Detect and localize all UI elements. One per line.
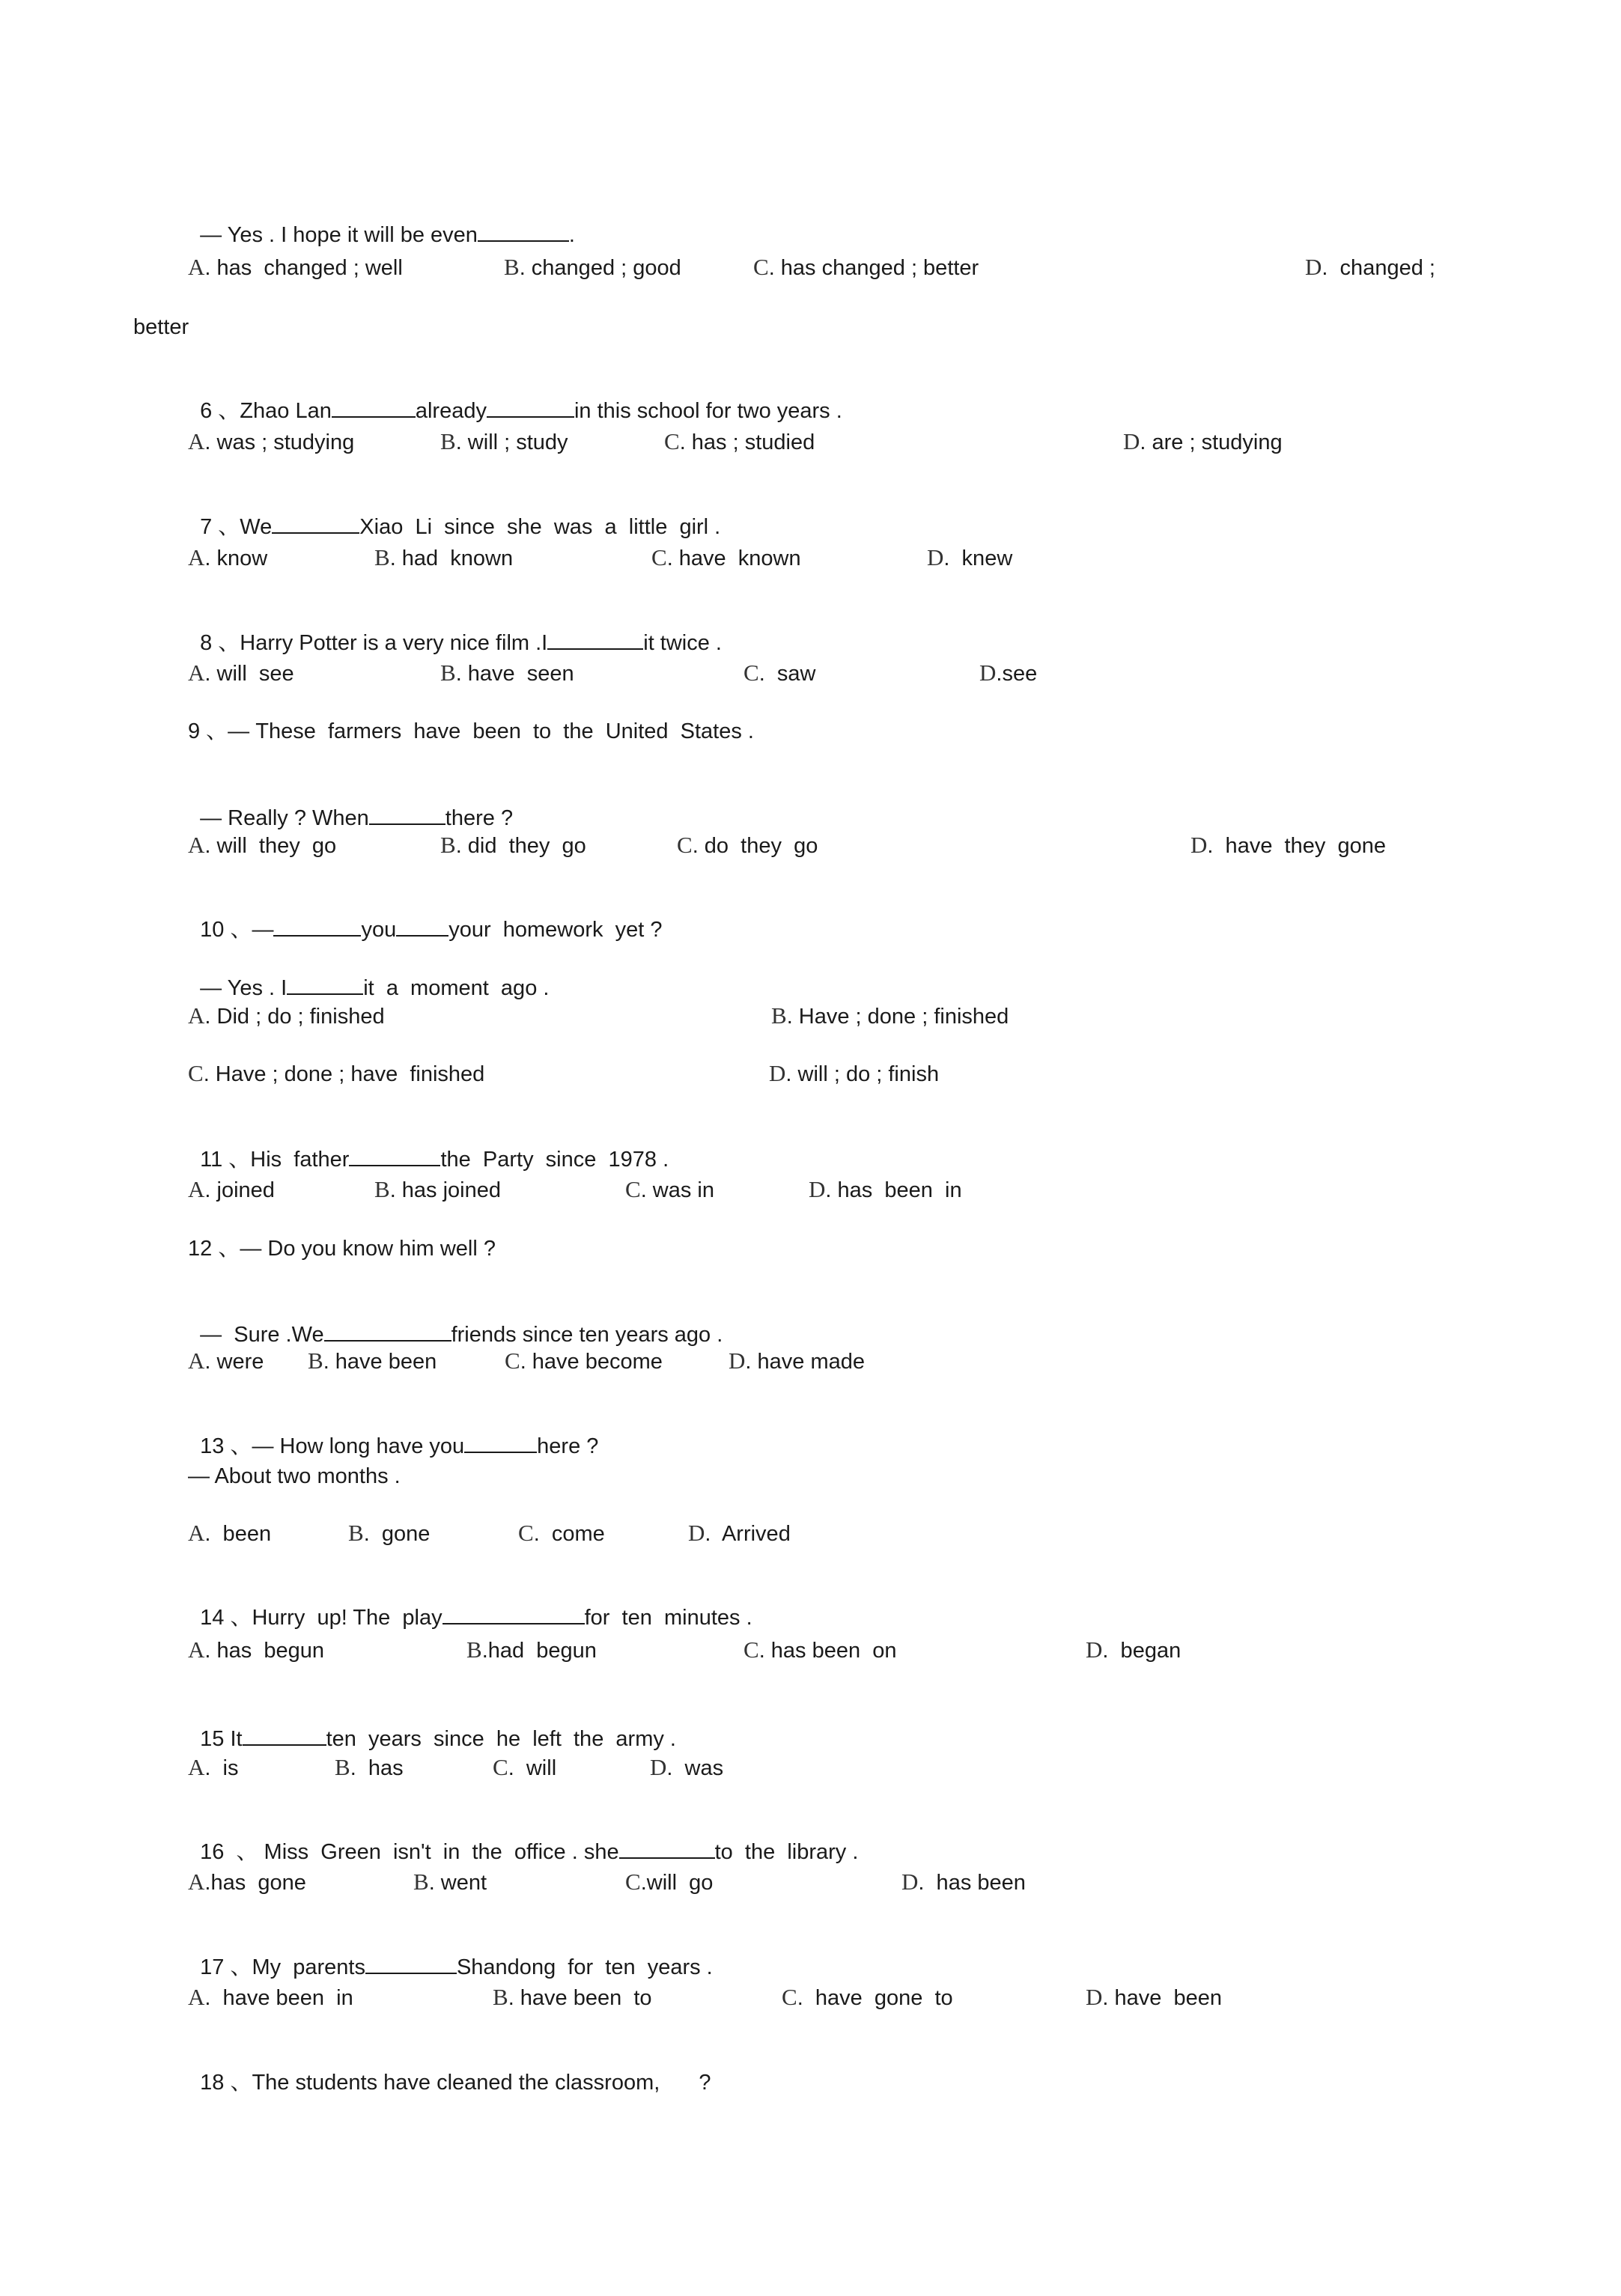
q10-option-d: D. will ; do ; finish	[769, 1060, 940, 1086]
q9-option-b: B. did they go	[440, 832, 586, 858]
q11-option-b: B. has joined	[374, 1176, 502, 1202]
question-18-stem: 18 、The students have cleaned the classroom, ?	[200, 2071, 711, 2095]
q10-option-b: B. Have ; done ; finished	[771, 1002, 1009, 1029]
q12-reply-line: — Sure .We friends since ten years ago .	[188, 1294, 723, 1348]
answer-blank	[442, 1604, 585, 1624]
question-9-stem: 9 、— These farmers have been to the United States .	[188, 719, 754, 743]
q17-option-c: C. have gone to	[782, 1984, 953, 2010]
q7-option-d: D. knew	[927, 544, 1013, 570]
question-12-stem: 12 、— Do you know him well ?	[188, 1237, 496, 1261]
q5-option-d: D. changed ;	[1305, 254, 1435, 280]
answer-blank	[324, 1321, 451, 1342]
q8-option-b: B. have seen	[440, 660, 574, 686]
q9-option-d: D. have they gone	[1190, 832, 1387, 858]
q9-reply-line: — Really ? When there ?	[188, 777, 513, 832]
question-17-stem: 17 、My parents Shandong for ten years .	[188, 1926, 713, 1981]
question-16-stem: 16 、 Miss Green isn't in the office . she to the library .	[188, 1811, 858, 1866]
q17-option-b: B. have been to	[493, 1984, 652, 2010]
q17-option-d: D. have been	[1086, 1984, 1223, 2010]
q15-option-d: D. was	[650, 1754, 724, 1780]
q9-option-c: C. do they go	[677, 832, 818, 858]
answer-blank	[365, 1953, 457, 1974]
q10-reply-line: — Yes . I it a moment ago .	[188, 947, 549, 1002]
q5-option-wrap: better	[133, 315, 189, 339]
q6-option-b: B. will ; study	[440, 428, 568, 454]
q14-option-a: A. has begun	[188, 1636, 325, 1663]
q5-option-c: C. has changed ; better	[753, 254, 979, 280]
q13-option-c: C. come	[518, 1520, 605, 1546]
q16-option-a: A.has gone	[188, 1869, 306, 1895]
answer-blank	[478, 221, 569, 242]
question-15-stem: 15 It ten years since he left the army .	[188, 1698, 676, 1753]
q8-option-c: C. saw	[743, 660, 816, 686]
q15-option-b: B. has	[335, 1754, 404, 1780]
q14-option-c: C. has been on	[743, 1636, 897, 1663]
q13-option-d: D. Arrived	[688, 1520, 791, 1546]
q6-option-d: D. are ; studying	[1123, 428, 1283, 454]
q12-option-d: D. have made	[729, 1348, 865, 1374]
answer-blank	[272, 513, 359, 534]
question-6-stem: 6 、Zhao Lan already in this school for two years .	[188, 370, 842, 424]
q17-option-a: A. have been in	[188, 1984, 353, 2010]
q15-option-a: A. is	[188, 1754, 239, 1780]
answer-blank	[619, 1838, 715, 1859]
q7-option-b: B. had known	[374, 544, 514, 570]
answer-blank	[287, 974, 363, 995]
answer-blank	[369, 804, 445, 825]
q8-option-a: A. will see	[188, 660, 294, 686]
question-13-stem: 13 、— How long have you here ?	[188, 1405, 598, 1460]
q16-option-d: D. has been	[901, 1869, 1026, 1895]
q10-option-a: A. Did ; do ; finished	[188, 1002, 385, 1029]
q16-option-b: B. went	[413, 1869, 487, 1895]
q11-option-a: A. joined	[188, 1176, 275, 1202]
answer-blank	[273, 916, 361, 937]
q13-option-a: A. been	[188, 1520, 272, 1546]
answer-blank	[464, 1432, 537, 1453]
q14-option-d: D. began	[1086, 1636, 1181, 1663]
q16-option-c: C.will go	[625, 1869, 714, 1895]
question-8-stem: 8 、Harry Potter is a very nice film .I it twice .	[188, 602, 722, 657]
q6-option-a: A. was ; studying	[188, 428, 355, 454]
answer-blank	[243, 1725, 326, 1746]
q11-option-c: C. was in	[625, 1176, 715, 1202]
q14-option-b: B.had begun	[466, 1636, 597, 1663]
question-11-stem: 11 、His father the Party since 1978 .	[188, 1118, 669, 1173]
q9-option-a: A. will they go	[188, 832, 337, 858]
q12-option-c: C. have become	[505, 1348, 663, 1374]
answer-blank	[349, 1145, 440, 1166]
q5-option-b: B. changed ; good	[504, 254, 681, 280]
answer-blank	[487, 397, 574, 418]
q13-option-b: B. gone	[348, 1520, 431, 1546]
q7-option-c: C. have known	[651, 544, 801, 570]
q15-option-c: C. will	[493, 1754, 557, 1780]
question-7-stem: 7 、We Xiao Li since she was a little girl .	[188, 486, 720, 540]
q13-reply-line: — About two months .	[188, 1464, 401, 1488]
q5-option-a: A. has changed ; well	[188, 254, 403, 280]
q6-option-c: C. has ; studied	[664, 428, 815, 454]
q5-answer-line: — Yes . I hope it will be even .	[188, 194, 575, 249]
answer-blank	[396, 916, 448, 937]
question-10-stem: 10 、— you your homework yet ?	[188, 889, 663, 943]
q10-option-c: C. Have ; done ; have finished	[188, 1060, 485, 1086]
answer-blank	[332, 397, 416, 418]
q7-option-a: A. know	[188, 544, 268, 570]
q12-option-b: B. have been	[308, 1348, 437, 1374]
q8-option-d: D.see	[979, 660, 1038, 686]
q11-option-d: D. has been in	[809, 1176, 962, 1202]
question-14-stem: 14 、Hurry up! The play for ten minutes .	[188, 1577, 752, 1631]
answer-blank	[547, 629, 643, 650]
q12-option-a: A. were	[188, 1348, 264, 1374]
